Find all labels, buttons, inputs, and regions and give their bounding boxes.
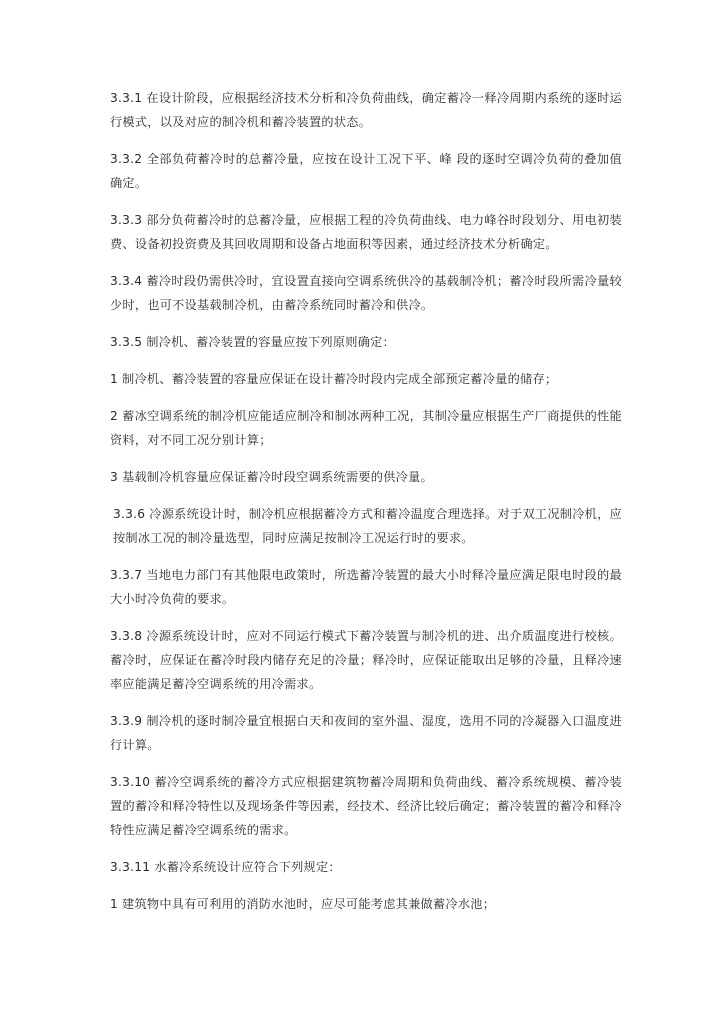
document-page [110, 86, 622, 929]
clause-text: 蓄冷时段仍需供冷时，宜设置直接向空调系统供冷的基载制冷机；蓄冷时段所需冷量较少时，也可不设基载制冷机，由蓄冷系统同时蓄冷和供冷。 [110, 274, 622, 312]
clause-number: 3.3.6 [113, 507, 146, 521]
paragraph-3-3-6 [110, 502, 622, 550]
paragraph-3-3-1 [110, 86, 622, 134]
clause-text: 制冷机、蓄冷装置的容量应按下列原则确定： [146, 335, 396, 349]
clause-text: 当地电力部门有其他限电政策时，所选蓄冷装置的最大小时释冷量应满足限电时段的最大小时冷负荷的要求。 [110, 568, 622, 606]
paragraph-3-3-11 [110, 855, 622, 879]
paragraph-3-3-9 [110, 709, 622, 757]
item-text: 制冷机、蓄冷装置的容量应保证在设计蓄冷时段内完成全部预定蓄冷量的储存； [122, 372, 558, 386]
clause-number: 3.3.10 [110, 775, 151, 789]
clause-number: 3.3.2 [110, 152, 143, 166]
list-item-2 [110, 404, 622, 452]
clause-number: 3.3.1 [110, 91, 143, 105]
paragraph-3-3-10 [110, 770, 622, 842]
clause-number: 3.3.3 [110, 213, 143, 227]
clause-number: 3.3.9 [110, 714, 143, 728]
paragraph-3-3-5 [110, 330, 622, 354]
clause-text: 制冷机的逐时制冷量宜根据白天和夜间的室外温、湿度，选用不同的冷凝器入口温度进行计算。 [110, 714, 622, 752]
paragraph-3-3-8 [110, 624, 622, 696]
item-number: 1 [110, 897, 119, 911]
item-text: 基载制冷机容量应保证蓄冷时段空调系统需要的供冷量。 [122, 470, 433, 484]
paragraph-3-3-3 [110, 208, 622, 256]
clause-text: 冷源系统设计时，应对不同运行模式下蓄冷装置与制冷机的进、出介质温度进行校核。蓄冷时，应保证在蓄冷时段内储存充足的冷量；释冷时，应保证能取出足够的冷量，且释冷速率应能满足蓄冷空调系统的用冷需求。 [110, 629, 622, 691]
item-number: 2 [110, 409, 119, 423]
clause-number: 3.3.8 [110, 629, 143, 643]
clause-number: 3.3.11 [110, 860, 151, 874]
clause-text: 部分负荷蓄冷时的总蓄冷量，应根据工程的冷负荷曲线、电力峰谷时段划分、用电初装费、设备初投资费及其回收周期和设备占地面积等因素，通过经济技术分析确定。 [110, 213, 622, 251]
item-number: 1 [110, 372, 119, 386]
item-text: 建筑物中具有可利用的消防水池时，应尽可能考虑其兼做蓄冷水池； [122, 897, 496, 911]
clause-text: 在设计阶段，应根据经济技术分析和冷负荷曲线，确定蓄冷一释冷周期内系统的逐时运行模式，以及对应的制冷机和蓄冷装置的状态。 [110, 91, 622, 129]
clause-text: 全部负荷蓄冷时的总蓄冷量，应按在设计工况下平、峰 段的逐时空调冷负荷的叠加值确定。 [110, 152, 622, 190]
clause-text: 水蓄冷系统设计应符合下列规定： [154, 860, 341, 874]
clause-number: 3.3.4 [110, 274, 143, 288]
item-text: 蓄冰空调系统的制冷机应能适应制冷和制冰两种工况，其制冷量应根据生产厂商提供的性能资料，对不同工况分别计算； [110, 409, 622, 447]
clause-number: 3.3.5 [110, 335, 143, 349]
list-item-3 [110, 465, 622, 489]
list-item-1 [110, 367, 622, 391]
paragraph-3-3-4 [110, 269, 622, 317]
clause-text: 蓄冷空调系统的蓄冷方式应根据建筑物蓄冷周期和负荷曲线、蓄冷系统规模、蓄冷装置的蓄冷和释冷特性以及现场条件等因素，经技术、经济比较后确定；蓄冷装置的蓄冷和释冷特性应满足蓄冷空调系统的需求。 [110, 775, 622, 837]
list-item-1-water-storage [110, 892, 622, 916]
clause-text: 冷源系统设计时，制冷机应根据蓄冷方式和蓄冷温度合理选择。对于双工况制冷机，应按制冰工况的制冷量选型，同时应满足按制冷工况运行时的要求。 [113, 507, 622, 545]
clause-number: 3.3.7 [110, 568, 143, 582]
paragraph-3-3-2 [110, 147, 622, 195]
item-number: 3 [110, 470, 119, 484]
paragraph-3-3-7 [110, 563, 622, 611]
